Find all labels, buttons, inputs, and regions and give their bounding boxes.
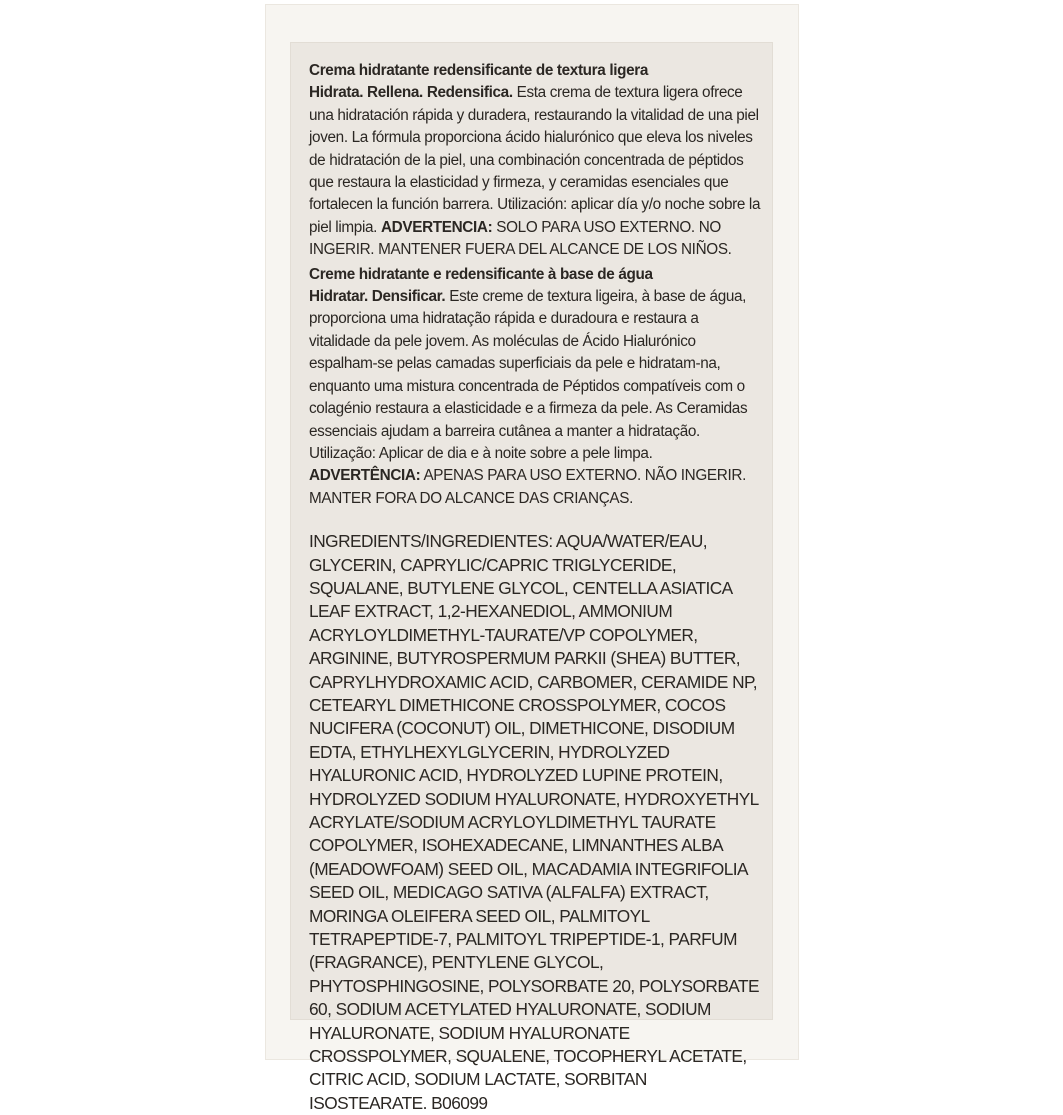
spanish-warning-label: ADVERTENCIA: [380,218,493,236]
spanish-title: Crema hidratante redensificante de textura ligera [309,62,649,79]
portuguese-description [309,264,761,510]
product-label [309,60,761,1115]
portuguese-warning [309,465,761,510]
portuguese-body: Este creme de textura ligeira, à base de água, proporciona uma hidratação rápida e duradoura e restaura a vitalidade da pele jovem. As moléculas de Ácido Hialurónico espalham-se pelas camadas superficiais da pele e hidratam-na, enquanto uma mistura concentrada de Péptidos compatíveis com o colagénio restaura a elasticidade e a firmeza da pele. As Ceramidas essenciais ajudam a barreira cutânea a manter a hidratação. Utilização: Aplicar de dia e à noite sobre a pele limpa. [309,288,748,462]
portuguese-warning-label: ADVERTÊNCIA: [309,467,421,485]
spanish-body: Esta crema de textura ligera ofrece una hidratación rápida y duradera, restaurando la vitalidad de una piel joven. La fórmula proporciona ácido hialurónico que eleva los niveles de hidratación de la piel, una combinación concentrada de péptidos que restaura la elasticidad y firmeza, y ceramidas esenciales que fortalecen la función barrera. Utilización: aplicar día y/o noche sobre la piel limpia. [309,84,761,236]
ingredients-text: INGREDIENTS/INGREDIENTES: AQUA/WATER/EAU, GLYCERIN, CAPRYLIC/CAPRIC TRIGLYCERIDE, SQUALANE, BUTYLENE GLYCOL, CENTELLA ASIATICA LEAF EXTRACT, 1,2-HEXANEDIOL, AMMONIUM ACRYLOYLDIMETHYL-TAURATE/VP COPOLYMER, ARGININE, BUTYROSPERMUM PARKII (SHEA) BUTTER, CAPRYLHYDROXAMIC ACID, CARBOMER, CERAMIDE NP, CETEARYL DIMETHICONE CROSSPOLYMER, COCOS NUCIFERA (COCONUT) OIL, DIMETHICONE, DISODIUM EDTA, ETHYLHEXYLGLYCERIN, HYDROLYZED HYALURONIC ACID, HYDROLYZED LUPINE PROTEIN, HYDROLYZED SODIUM HYALURONATE, HYDROXYETHYL ACRYLATE/SODIUM ACRYLOYLDIMETHYL TAURATE COPOLYMER, ISOHEXADECANE, LIMNANTHES ALBA (MEADOWFOAM) SEED OIL, MACADAMIA INTEGRIFOLIA SEED OIL, MEDICAGO SATIVA (ALFALFA) EXTRACT, MORINGA OLEIFERA SEED OIL, PALMITOYL TETRAPEPTIDE-7, PALMITOYL TRIPEPTIDE-1, PARFUM (FRAGRANCE), PENTYLENE GLYCOL, PHYTOSPHINGOSINE, POLYSORBATE 20, POLYSORBATE 60, SODIUM ACETYLATED HYALURONATE, SODIUM HYALURONATE, SODIUM HYALURONATE CROSSPOLYMER, SQUALENE, TOCOPHERYL ACETATE, CITRIC ACID, SODIUM LACTATE, SORBITAN ISOSTEARATE. B06099 [309,531,759,1113]
ingredients-list [309,530,761,1115]
spanish-warning-text: SOLO PARA USO EXTERNO. NO INGERIR. MANTENER FUERA DEL ALCANCE DE LOS NIÑOS. [309,218,732,259]
portuguese-warning-text: APENAS PARA USO EXTERNO. NÃO INGERIR. MANTER FORA DO ALCANCE DAS CRIANÇAS. [309,467,746,507]
portuguese-lead: Hidratar. Densificar. [309,288,446,306]
spanish-lead: Hidrata. Rellena. Redensifica. [309,84,513,102]
portuguese-paragraph [309,286,761,465]
spanish-paragraph [309,82,761,261]
portuguese-title: Creme hidratante e redensificante à base de água [309,265,653,283]
spanish-description [309,60,761,262]
